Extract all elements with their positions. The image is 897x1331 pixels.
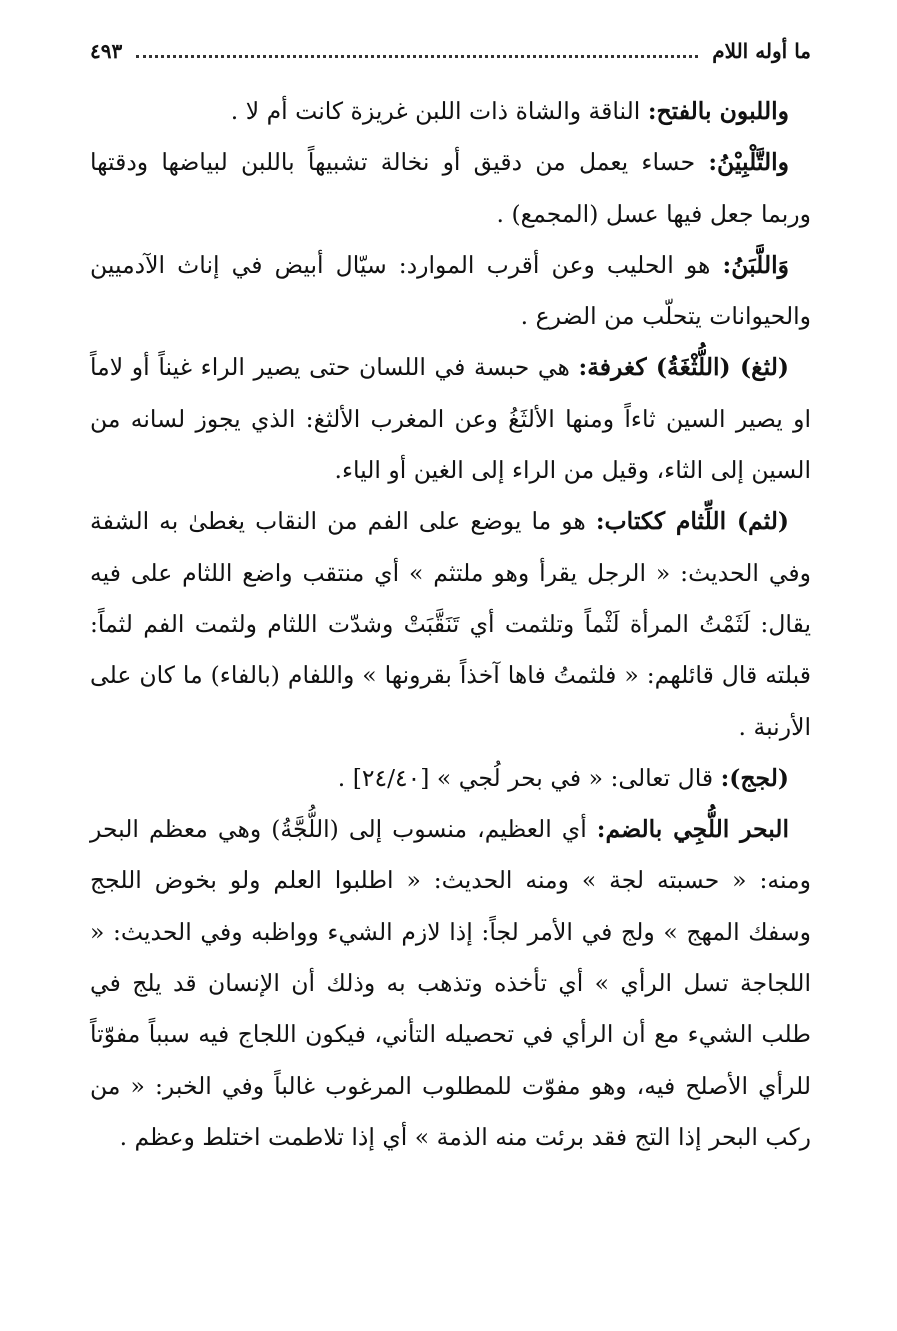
entry-headword: وَاللَّبَنُ: bbox=[722, 250, 789, 279]
entry-headword: واللبون بالفتح: bbox=[647, 97, 789, 125]
entry-al-talbeen bbox=[90, 137, 811, 240]
entry-al-laboon bbox=[90, 86, 811, 137]
entry-litham bbox=[90, 496, 811, 752]
dictionary-page bbox=[90, 30, 811, 1291]
entry-al-bahr-al-lujji bbox=[90, 804, 811, 1163]
entry-text: قال تعالى: « في بحر لُجي » [٢٤/٤٠] . bbox=[337, 763, 721, 792]
entry-headword: (لجج): bbox=[720, 763, 789, 792]
entry-text: هي حبسة في اللسان حتى يصير الراء غيناً أو لاماً او يصير السين ثاءاً ومنها الألثَغُ وعن المغرب الألثغ: الذي يجوز لسانه من السين إلى الثاء، وقيل من الراء إلى الغين أو الياء. bbox=[90, 353, 811, 485]
entry-headword: (لثم) اللِّثام ككتاب: bbox=[595, 507, 789, 536]
entry-text: حساء يعمل من دقيق أو نخالة تشبيهاً باللبن لبياضها ودقتها وربما جعل فيها عسل (المجمع) . bbox=[90, 148, 811, 228]
page-number: ٤٩٣ bbox=[90, 39, 123, 63]
entry-text: هو ما يوضع على الفم من النقاب يغطىٰ به الشفة وفي الحديث: « الرجل يقرأ وهو ملتثم » أي منتقب واضع اللثام على فيه يقال: لَثَمْتُ المرأة لَثْماً وتلثمت أي تَنَقَّبَتْ وشدّت اللثام ولثمت الفم لثماً: قبلته قال قائلهم: « فلثمتُ فاها آخذاً بقرونها » واللفام (بالفاء) ما كان على الأرنبة . bbox=[90, 507, 811, 741]
section-title: ما أوله اللام bbox=[712, 39, 811, 63]
entry-text: أي العظيم، منسوب إلى (اللُّجَّةُ) وهي معظم البحر ومنه: « حسبته لجة » ومنه الحديث: « اطلبوا العلم ولو بخوض اللجج وسفك المهج » ولج في الأمر لجاً: إذا لازم الشيء وواظبه وفي الحديث: « اللجاجة تسل الرأي » أي تأخذه وتذهب به وذلك أن الإنسان قد يلج في طلب الشيء مع أن الرأي في تحصيله التأني، فيكون اللجاج فيه سبباً مفوّتاً للرأي الأصلح فيه، وهو مفوّت للمطلوب المرغوب غالباً وفي الخبر: « من ركب البحر إذا التج فقد برئت منه الذمة » أي إذا تلاطمت اختلط وعظم . bbox=[90, 815, 811, 1151]
entry-text: هو الحليب وعن أقرب الموارد: سيّال أبيض في إناث الآدميين والحيوانات يتحلّب من الضرع . bbox=[90, 250, 811, 331]
running-header bbox=[90, 30, 811, 72]
entry-headword: (لثغ) (اللُّثْغَةُ) كغرفة: bbox=[578, 353, 790, 382]
entry-lajaj bbox=[90, 753, 811, 804]
entry-al-laban bbox=[90, 240, 811, 343]
entry-headword: والتَّلْبِيْنُ: bbox=[708, 148, 789, 177]
entry-luthgha bbox=[90, 342, 811, 496]
entry-text: الناقة والشاة ذات اللبن غريزة كانت أم لا . bbox=[230, 97, 648, 125]
dot-leader bbox=[136, 53, 698, 58]
entry-headword: البحر اللُّجِي بالضم: bbox=[596, 815, 789, 844]
